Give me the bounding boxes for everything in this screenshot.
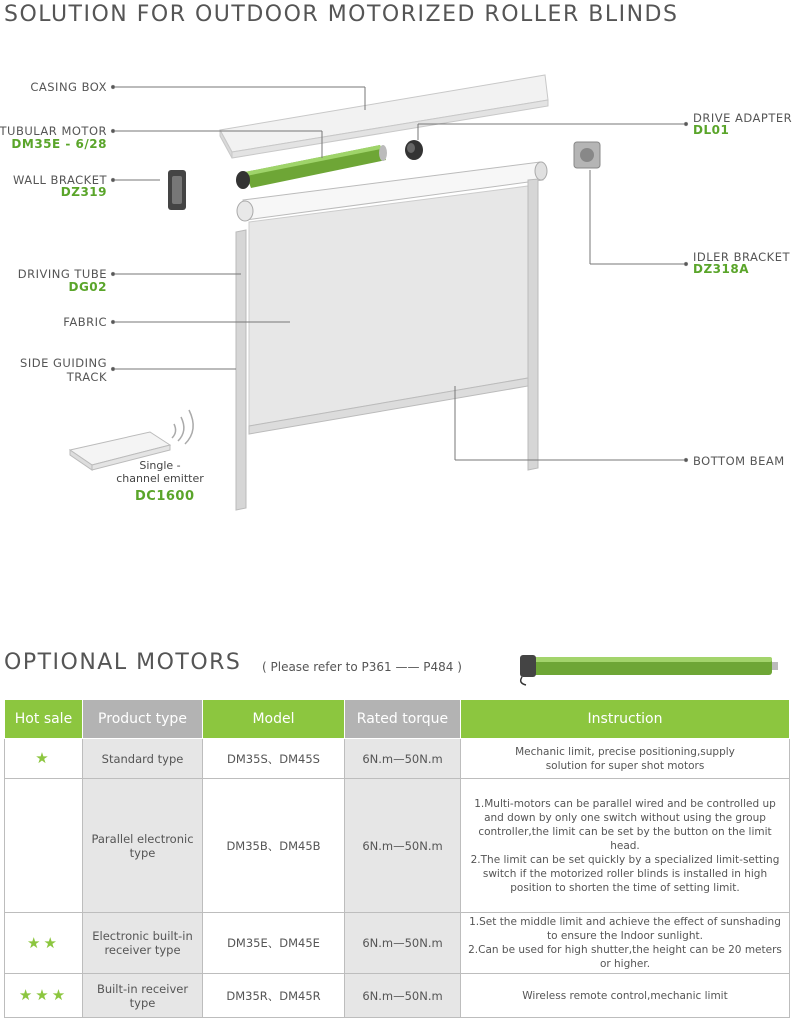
table-row — [5, 974, 790, 1018]
wall-bracket-code: DZ319 — [60, 185, 107, 199]
model-cell: DM35S、DM45S — [203, 739, 345, 779]
idler-bracket-illustration — [574, 142, 600, 168]
model-cell: DM35B、DM45B — [203, 779, 345, 913]
instruction-cell: Wireless remote control,mechanic limit — [461, 974, 790, 1018]
wall-bracket-illustration — [168, 170, 186, 210]
header-hot-sale: Hot sale — [5, 700, 83, 739]
header-model: Model — [203, 700, 345, 739]
drive-adapter-label: DRIVE ADAPTER — [693, 111, 793, 125]
hot-sale-stars: ★★ — [5, 913, 83, 974]
torque-cell: 6N.m—50N.m — [345, 739, 461, 779]
torque-cell: 6N.m—50N.m — [345, 974, 461, 1018]
fabric-label: FABRIC — [63, 315, 107, 329]
table-header-row — [5, 700, 790, 739]
side-track-label-2: TRACK — [66, 370, 107, 384]
tubular-motor-code: DM35E - 6/28 — [11, 137, 107, 151]
model-cell: DM35E、DM45E — [203, 913, 345, 974]
motor-product-image — [512, 648, 782, 688]
idler-bracket-label: IDLER BRACKET — [693, 250, 791, 264]
product-type-cell: Built-in receiver type — [83, 974, 203, 1018]
table-row — [5, 779, 790, 913]
drive-adapter-illustration — [405, 140, 423, 160]
emitter-label-2: channel emitter — [116, 472, 204, 485]
model-cell: DM35R、DM45R — [203, 974, 345, 1018]
optional-motors-title: OPTIONAL MOTORS — [4, 650, 242, 675]
hot-sale-stars: ★★★ — [5, 974, 83, 1018]
instruction-cell: 1.Set the middle limit and achieve the effect of sunshading to ensure the Indoor sunlight. 2.Can be used for high shutter,the height can be 20 meters or higher. — [461, 913, 790, 974]
tubular-motor-label: TUBULAR MOTOR — [0, 124, 107, 138]
product-type-cell: Parallel electronic type — [83, 779, 203, 913]
torque-cell: 6N.m—50N.m — [345, 913, 461, 974]
hot-sale-stars — [5, 779, 83, 913]
hot-sale-stars: ★ — [5, 739, 83, 779]
side-track-label-1: SIDE GUIDING — [20, 356, 107, 370]
wall-bracket-label: WALL BRACKET — [12, 173, 107, 187]
instruction-cell: 1.Multi-motors can be parallel wired and be controlled up and down by only one switch without using the group controller,the limit can be set by the button on the limit head. 2.The limit can be set quickly by a specialized limit-setting switch if the motorized roller blinds is installed in high position to shorten the time of setting limit. — [461, 779, 790, 913]
header-rated-torque: Rated torque — [345, 700, 461, 739]
drive-adapter-code: DL01 — [693, 123, 730, 137]
motor-spec-table — [4, 699, 790, 1018]
header-product-type: Product type — [83, 700, 203, 739]
table-row — [5, 913, 790, 974]
instruction-cell: Mechanic limit, precise positioning,supply solution for super shot motors — [461, 739, 790, 779]
driving-tube-label: DRIVING TUBE — [17, 267, 107, 281]
optional-motors-note: ( Please refer to P361 —— P484 ) — [262, 660, 462, 674]
header-instruction: Instruction — [461, 700, 790, 739]
page-title: SOLUTION FOR OUTDOOR MOTORIZED ROLLER BLINDS — [4, 2, 679, 27]
casing-box-label: CASING BOX — [30, 80, 107, 94]
driving-tube-code: DG02 — [68, 280, 107, 294]
product-type-cell: Standard type — [83, 739, 203, 779]
table-row — [5, 739, 790, 779]
bottom-beam-label: BOTTOM BEAM — [693, 454, 785, 468]
torque-cell: 6N.m—50N.m — [345, 779, 461, 913]
product-type-cell: Electronic built-in receiver type — [83, 913, 203, 974]
idler-bracket-code: DZ318A — [693, 262, 749, 276]
emitter-label-1: Single - — [139, 459, 181, 472]
emitter-code: DC1600 — [135, 489, 195, 504]
